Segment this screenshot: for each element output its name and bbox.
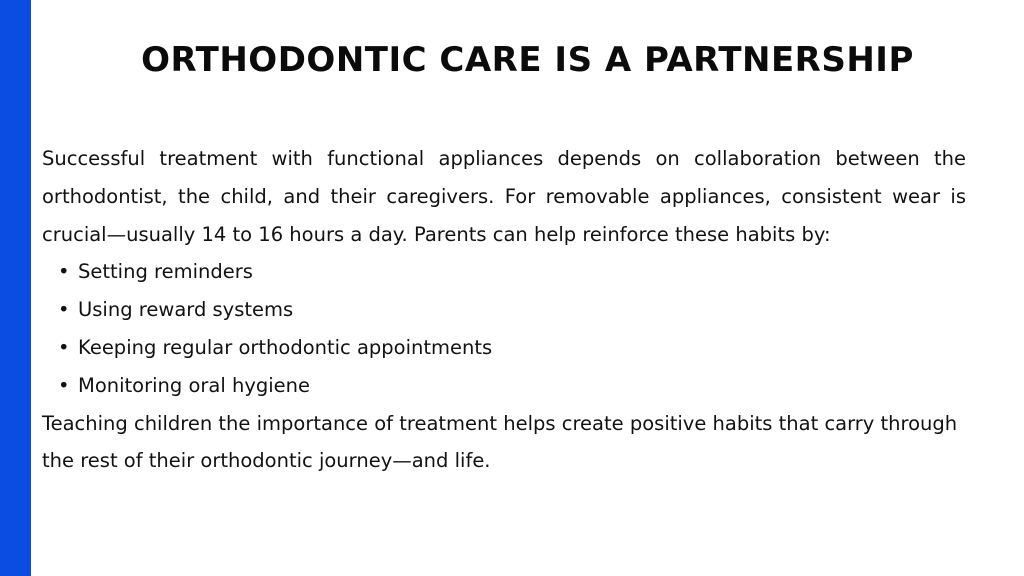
habit-list — [42, 253, 966, 404]
bullet-icon: • — [58, 373, 70, 397]
bullet-icon: • — [58, 335, 70, 359]
list-item-text: Setting reminders — [78, 260, 253, 284]
accent-sidebar-bar — [0, 0, 31, 576]
slide-content — [42, 140, 966, 480]
list-item-text: Using reward systems — [78, 298, 294, 322]
list-item — [42, 291, 966, 329]
list-item-text: Monitoring oral hygiene — [78, 373, 311, 397]
list-item — [42, 329, 966, 367]
list-item — [42, 367, 966, 405]
closing-paragraph: Teaching children the importance of treatment helps create positive habits that carry through the rest of their orthodontic journey—and life. — [42, 411, 958, 473]
bullet-icon: • — [58, 260, 70, 284]
list-item — [42, 253, 966, 291]
intro-paragraph: Successful treatment with functional appliances depends on collaboration between the orthodontist, the child, and their caregivers. For removable appliances, consistent wear is crucial—usually 14 to 16 hours a day. Parents can help reinforce these habits by: — [42, 147, 966, 246]
slide-title: ORTHODONTIC CARE IS A PARTNERSHIP — [141, 40, 914, 80]
bullet-icon: • — [58, 298, 70, 322]
list-item-text: Keeping regular orthodontic appointments — [78, 335, 493, 359]
